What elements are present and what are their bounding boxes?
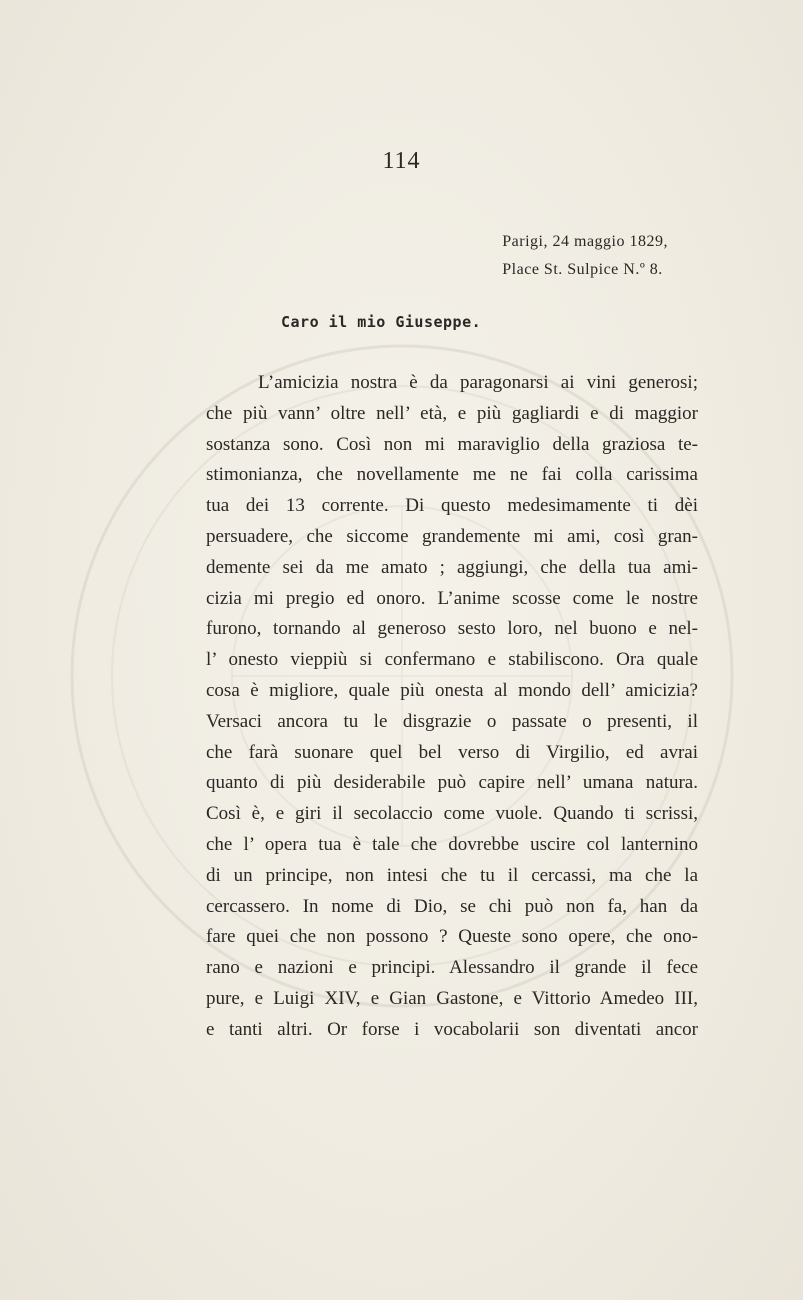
letter-body bbox=[206, 368, 698, 1046]
body-line: cosa è migliore, quale più onesta al mondo dell’ amicizia? bbox=[206, 679, 698, 701]
body-line: persuadere, che siccome grandemente mi ami, così gran- bbox=[206, 525, 698, 547]
body-line: rano e nazioni e principi. Alessandro il grande il fece bbox=[206, 957, 698, 979]
body-line: e tanti altri. Or forse i vocabolarii son diventati ancor bbox=[206, 1018, 698, 1040]
body-line: di un principe, non intesi che tu il cercassi, ma che la bbox=[206, 864, 698, 886]
body-line: sostanza sono. Così non mi maraviglio della graziosa te- bbox=[206, 433, 698, 455]
body-line: quanto di più desiderabile può capire nell’ umana natura. bbox=[206, 772, 698, 794]
body-line: che farà suonare quel bel verso di Virgilio, ed avrai bbox=[206, 741, 698, 763]
body-line: che più vann’ oltre nell’ età, e più gagliardi e di maggior bbox=[206, 402, 698, 424]
body-line: cercassero. In nome di Dio, se chi può non fa, han da bbox=[206, 895, 698, 917]
body-line: fare quei che non possono ? Queste sono opere, che ono- bbox=[206, 926, 698, 948]
body-line: pure, e Luigi XIV, e Gian Gastone, e Vittorio Amedeo III, bbox=[206, 987, 698, 1009]
salutation: Caro il mio Giuseppe. bbox=[281, 313, 482, 331]
page-number: 114 bbox=[382, 148, 421, 174]
dateline-address: Place St. Sulpice N.º 8. bbox=[502, 261, 663, 278]
body-line: cizia mi pregio ed onoro. L’anime scosse come le nostre bbox=[206, 587, 698, 609]
body-line: furono, tornando al generoso sesto loro, nel buono e nel- bbox=[206, 618, 698, 640]
body-line: demente sei da me amato ; aggiungi, che della tua ami- bbox=[206, 556, 698, 578]
dateline bbox=[502, 228, 668, 284]
dateline-place-date: Parigi, 24 maggio 1829, bbox=[502, 233, 668, 250]
body-line: l’ onesto vieppiù si confermano e stabiliscono. Ora quale bbox=[206, 649, 698, 671]
body-line: tua dei 13 corrente. Di questo medesimamente ti dèi bbox=[206, 495, 698, 517]
body-line: Così è, e giri il secolaccio come vuole. Quando ti scrissi, bbox=[206, 803, 698, 825]
body-line: stimonianza, che novellamente me ne fai colla carissima bbox=[206, 464, 698, 486]
body-line: Versaci ancora tu le disgrazie o passate o presenti, il bbox=[206, 710, 698, 732]
body-line: L’amicizia nostra è da paragonarsi ai vini generosi; bbox=[258, 372, 698, 393]
body-line: che l’ opera tua è tale che dovrebbe uscire col lanternino bbox=[206, 833, 698, 855]
